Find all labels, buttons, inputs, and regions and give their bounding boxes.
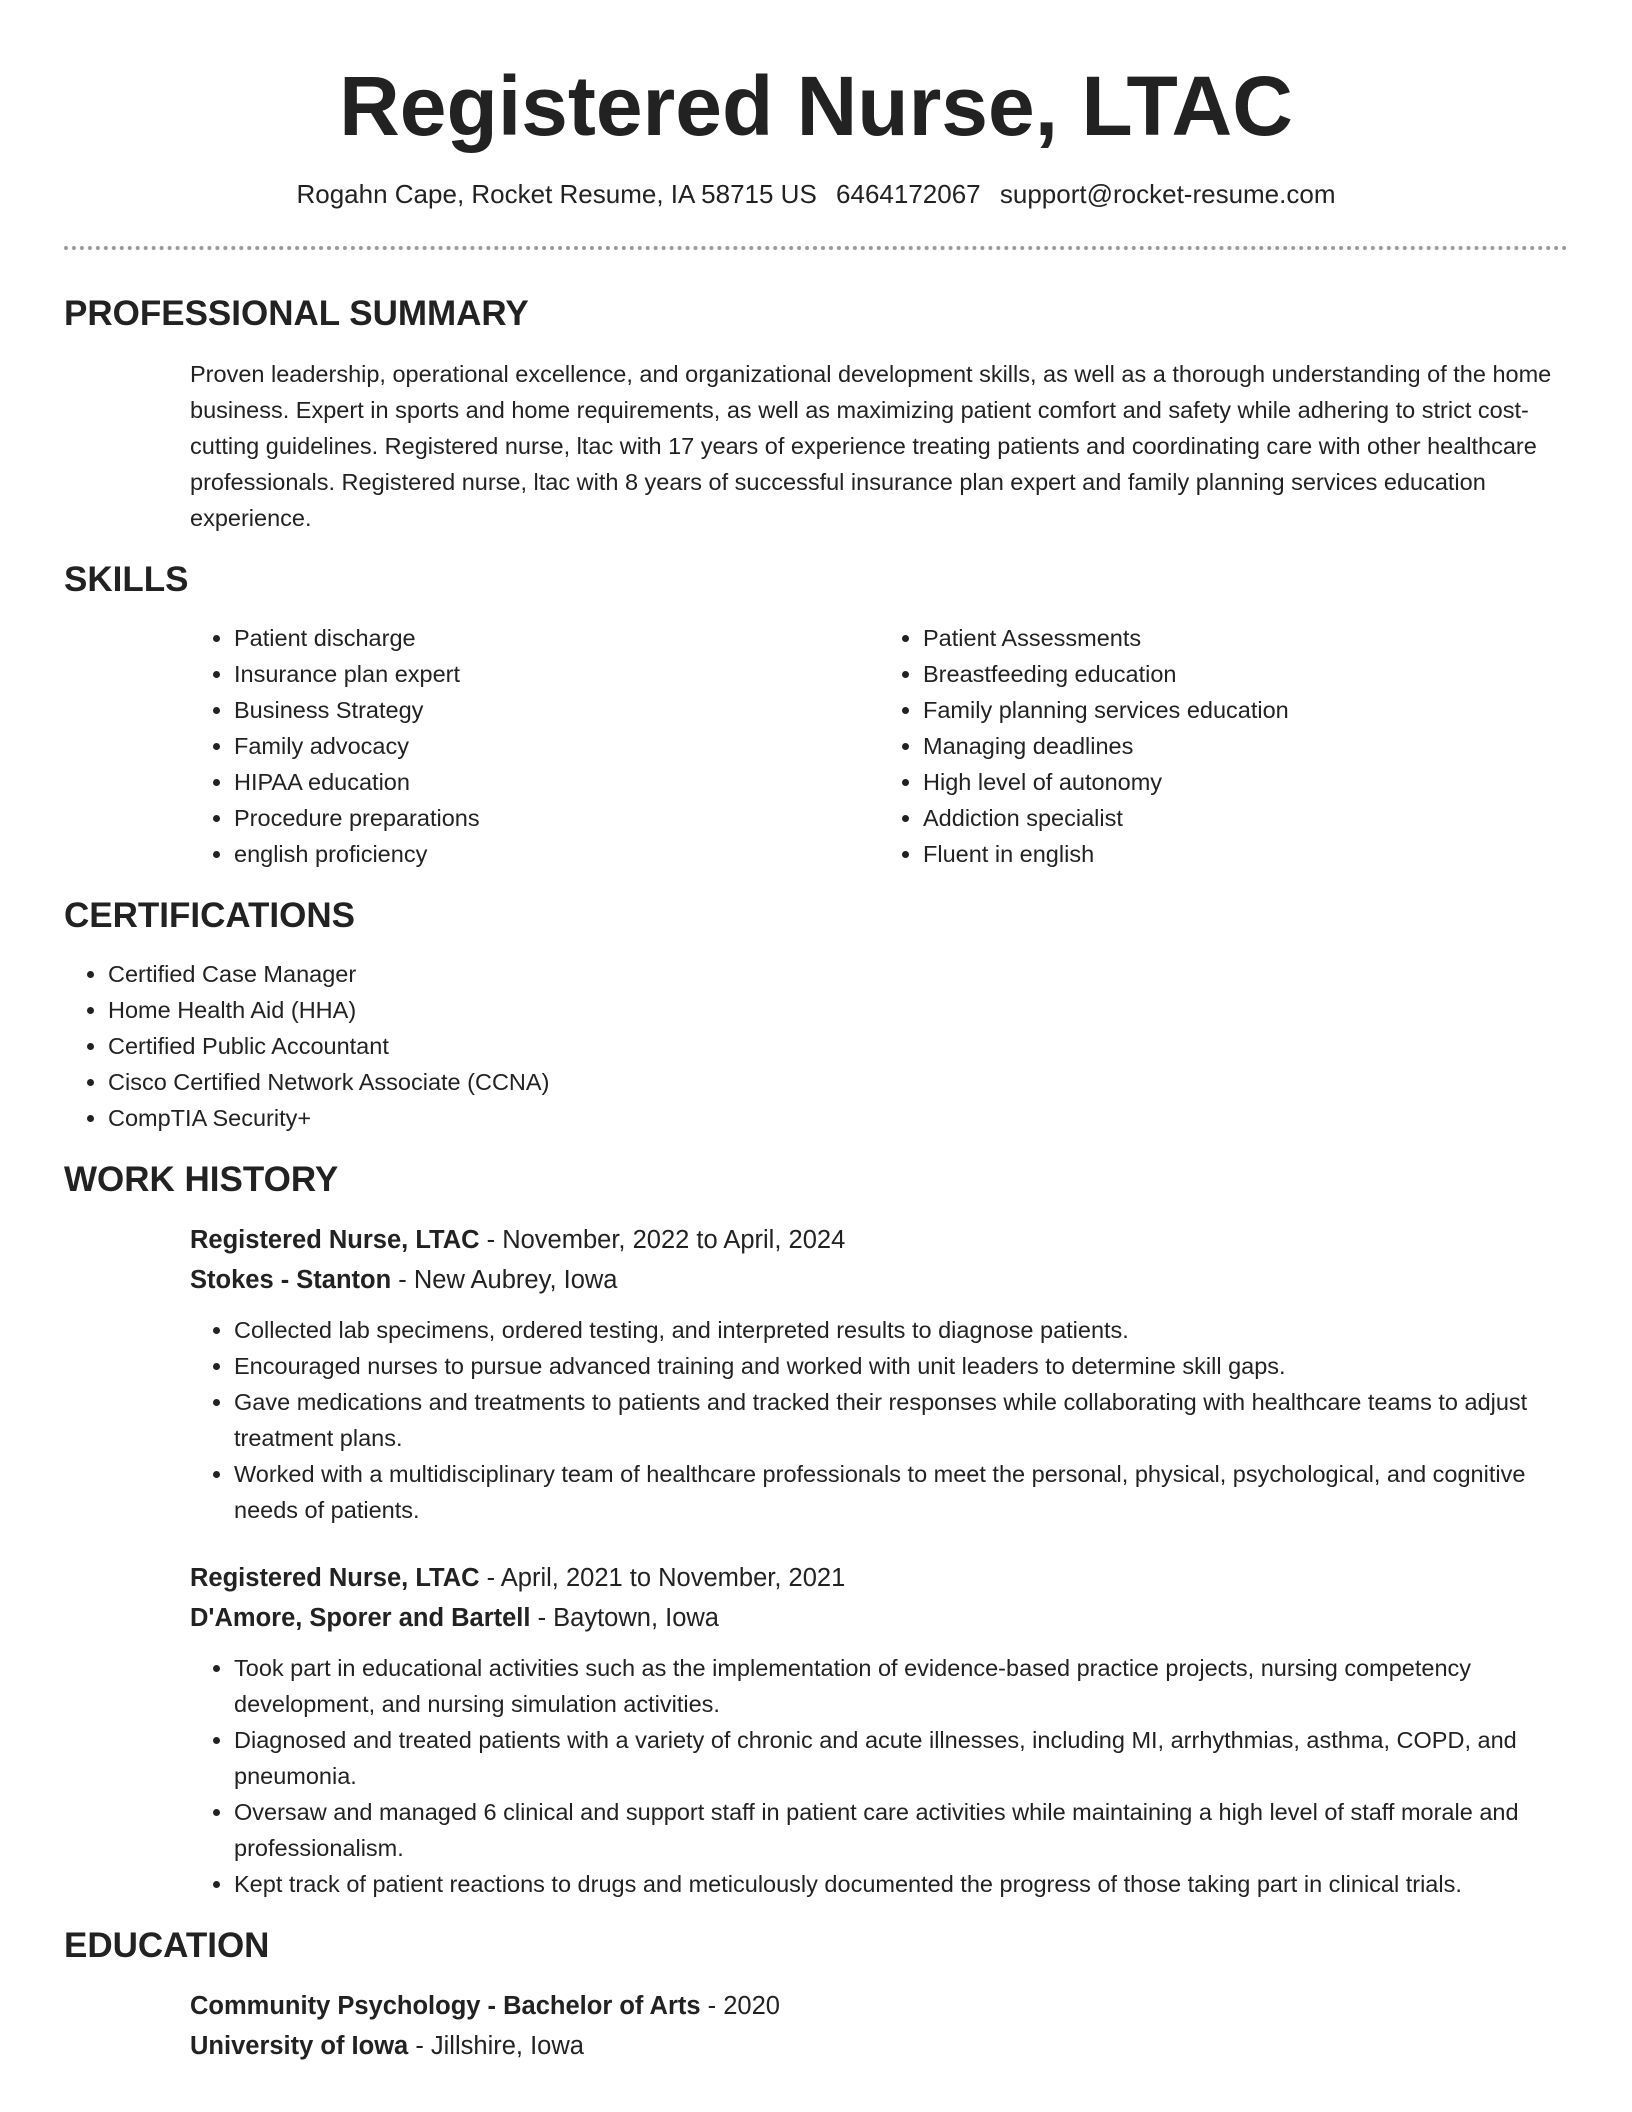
job-location: - New Aubrey, Iowa (391, 1266, 618, 1294)
education-heading: EDUCATION (64, 1926, 270, 1965)
certification-item: • Certified Case Manager (108, 956, 1568, 992)
certification-item: • Home Health Aid (HHA) (108, 992, 1568, 1028)
skill-item: • Business Strategy (234, 692, 879, 728)
education-location: - Jillshire, Iowa (408, 2032, 584, 2060)
skill-item: • Fluent in english (923, 836, 1568, 872)
job-bullet: • Encouraged nurses to pursue advanced training and worked with unit leaders to determine skill gaps. (234, 1348, 1568, 1384)
education-school-line (190, 2026, 1568, 2066)
resume-name: Registered Nurse, LTAC (339, 59, 1293, 153)
education-entry (190, 1986, 1568, 2066)
skills-heading: SKILLS (64, 560, 189, 599)
certification-item: • Cisco Certified Network Associate (CCNA) (108, 1064, 1568, 1100)
skill-item: • HIPAA education (234, 764, 879, 800)
job-role: Registered Nurse, LTAC (190, 1226, 480, 1254)
work-history-section (64, 1158, 1568, 1902)
job-dates: - April, 2021 to November, 2021 (479, 1564, 846, 1592)
job-entry (190, 1220, 1568, 1528)
contact-line (64, 176, 1568, 212)
certifications-list (64, 956, 1568, 1136)
certification-item: • Certified Public Accountant (108, 1028, 1568, 1064)
job-bullet: • Gave medications and treatments to patients and tracked their responses while collaborating with healthcare teams to adjust treatment plans. (234, 1384, 1568, 1456)
education-degree-line (190, 1986, 1568, 2026)
job-title-line (190, 1220, 1568, 1260)
skill-item: • Managing deadlines (923, 728, 1568, 764)
job-entry (190, 1558, 1568, 1902)
skills-columns (190, 620, 1568, 872)
education-school: University of Iowa (190, 2032, 409, 2060)
education-section (64, 1924, 1568, 2066)
summary-text: Proven leadership, operational excellence, and organizational development skills, as well as a thorough understanding of the home business. Expert in sports and home requirements, as well as maximizing patient comfort and safety while adhering to strict cost-cutting guidelines. Registered nurse, ltac with 17 years of experience treating patients and coordinating care with other healthcare professionals. Registered nurse, ltac with 8 years of successful insurance plan expert and family planning services education experience. (190, 361, 1552, 531)
skill-item: • Patient Assessments (923, 620, 1568, 656)
contact-phone: 6464172067 (836, 179, 981, 209)
summary-section (64, 292, 1568, 536)
skills-right-list (879, 620, 1568, 872)
skill-item: • Patient discharge (234, 620, 879, 656)
header-divider (64, 246, 1568, 250)
certifications-heading: CERTIFICATIONS (64, 896, 356, 935)
skills-left-list (190, 620, 879, 872)
job-employer-line (190, 1260, 1568, 1300)
skill-item: • Breastfeeding education (923, 656, 1568, 692)
job-employer: D'Amore, Sporer and Bartell (190, 1604, 531, 1632)
job-bullets (190, 1312, 1568, 1528)
skill-item: • Addiction specialist (923, 800, 1568, 836)
job-bullet: • Oversaw and managed 6 clinical and support staff in patient care activities while maintaining a high level of staff morale and professionalism. (234, 1794, 1568, 1866)
job-dates: - November, 2022 to April, 2024 (479, 1226, 846, 1254)
summary-heading: PROFESSIONAL SUMMARY (64, 294, 529, 333)
skill-item: • Procedure preparations (234, 800, 879, 836)
education-degree: Community Psychology - Bachelor of Arts (190, 1992, 701, 2020)
job-bullet: • Took part in educational activities such as the implementation of evidence-based practice projects, nursing competency development, and nursing simulation activities. (234, 1650, 1568, 1722)
job-title-line (190, 1558, 1568, 1598)
education-year: - 2020 (700, 1992, 780, 2020)
job-location: - Baytown, Iowa (530, 1604, 719, 1632)
skill-item: • Family planning services education (923, 692, 1568, 728)
job-employer: Stokes - Stanton (190, 1266, 392, 1294)
job-bullet: • Worked with a multidisciplinary team of healthcare professionals to meet the personal, physical, psychological, and cognitive needs of patients. (234, 1456, 1568, 1528)
job-bullet: • Collected lab specimens, ordered testing, and interpreted results to diagnose patients. (234, 1312, 1568, 1348)
skills-section (64, 558, 1568, 872)
skill-item: • Insurance plan expert (234, 656, 879, 692)
contact-address: Rogahn Cape, Rocket Resume, IA 58715 US (296, 179, 817, 209)
skill-item: • Family advocacy (234, 728, 879, 764)
skill-item: • High level of autonomy (923, 764, 1568, 800)
work-history-heading: WORK HISTORY (64, 1160, 339, 1199)
job-bullets (190, 1650, 1568, 1902)
certifications-section (64, 894, 1568, 1136)
job-role: Registered Nurse, LTAC (190, 1564, 480, 1592)
job-employer-line (190, 1598, 1568, 1638)
job-bullet: • Kept track of patient reactions to drugs and meticulously documented the progress of those taking part in clinical trials. (234, 1866, 1568, 1902)
resume-page (64, 0, 1568, 2066)
skill-item: • english proficiency (234, 836, 879, 872)
job-bullet: • Diagnosed and treated patients with a variety of chronic and acute illnesses, including MI, arrhythmias, asthma, COPD, and pneumonia. (234, 1722, 1568, 1794)
contact-email: support@rocket-resume.com (999, 179, 1336, 209)
certification-item: • CompTIA Security+ (108, 1100, 1568, 1136)
